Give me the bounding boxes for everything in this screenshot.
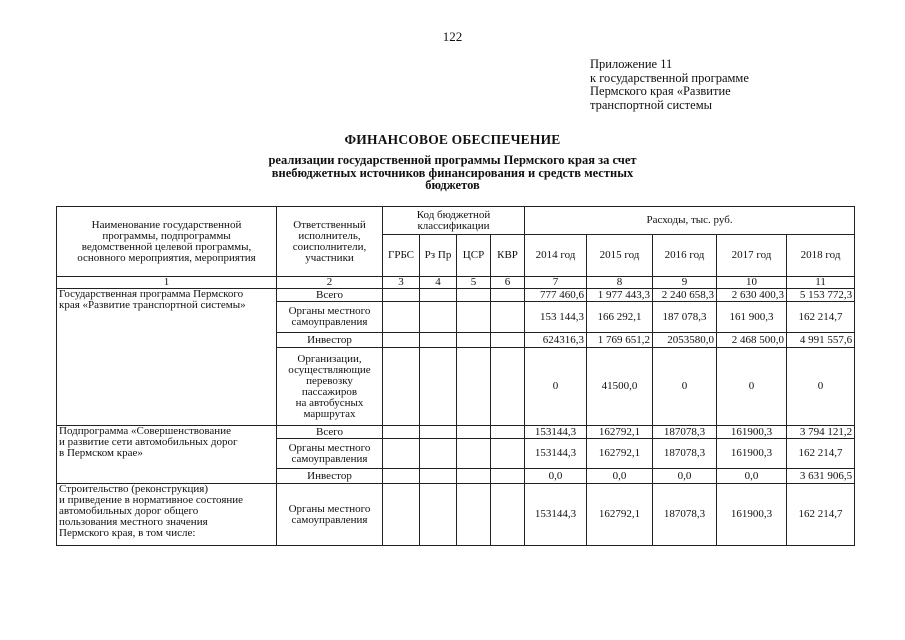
subtitle-line: внебюджетных источников финансирования и средств местных: [271, 165, 634, 180]
kvr-cell: [491, 439, 525, 469]
kvr-cell: [491, 469, 525, 484]
header-resp-line: исполнитель,: [298, 229, 361, 242]
value-2014: 624316,3: [525, 333, 587, 348]
page-number: 122: [442, 29, 463, 44]
value-2014: 153 144,3: [525, 302, 587, 333]
activity-name-line: автомобильных дорог общего: [59, 505, 199, 517]
grbs-cell: [383, 289, 420, 302]
header-responsible-cell: [277, 207, 383, 277]
kvr-cell: [491, 302, 525, 333]
header-csr: ЦСР: [457, 235, 491, 277]
responsible-cell: Инвестор: [277, 333, 383, 348]
header-name-cell: [57, 207, 277, 277]
grbs-cell: [383, 333, 420, 348]
header-kvr: КВР: [491, 235, 525, 277]
kvr-cell: [491, 348, 525, 426]
responsible-line: самоуправления: [291, 513, 368, 526]
csr-cell: [457, 469, 491, 484]
header-grbs: ГРБС: [383, 235, 420, 277]
header-year: 2016 год: [653, 235, 717, 277]
header-expenses-cell: Расходы, тыс. руб.: [525, 207, 855, 235]
appendix-line: транспортной системы: [590, 97, 712, 112]
responsible-line: самоуправления: [291, 316, 368, 328]
header-resp-line: Ответственный: [293, 218, 366, 231]
header-year: 2014 год: [525, 235, 587, 277]
csr-cell: [457, 439, 491, 469]
value-2016: 187078,3: [653, 484, 717, 546]
value-2018: 0: [787, 348, 855, 426]
grbs-cell: [383, 439, 420, 469]
grbs-cell: [383, 348, 420, 426]
responsible-cell: [277, 484, 383, 546]
document-title: ФИНАНСОВОЕ ОБЕСПЕЧЕНИЕ: [344, 132, 561, 147]
header-year: 2018 год: [787, 235, 855, 277]
csr-cell: [457, 302, 491, 333]
header-resp-line: участники: [305, 251, 354, 264]
value-2014: 153144,3: [525, 439, 587, 469]
column-number: 7: [525, 277, 587, 289]
appendix-line: к государственной программе: [590, 70, 749, 85]
column-number: 10: [717, 277, 787, 289]
activity-name-line: пользования местного значения: [59, 516, 208, 528]
value-2015: 1 769 651,2: [587, 333, 653, 348]
activity-name-line: и приведение в нормативное состояние: [59, 494, 244, 506]
value-2015: 0,0: [587, 469, 653, 484]
subtitle-line: бюджетов: [425, 178, 480, 192]
value-2014: 0,0: [525, 469, 587, 484]
responsible-line: осуществляющие: [288, 363, 371, 376]
kvr-cell: [491, 426, 525, 439]
responsible-cell: Инвестор: [277, 469, 383, 484]
value-2016: 187078,3: [653, 426, 717, 439]
table-row: [57, 484, 855, 546]
value-2018: 5 153 772,3: [787, 289, 855, 302]
value-2015: 166 292,1: [587, 302, 653, 333]
header-budget-code-cell: [383, 207, 525, 235]
rzpr-cell: [420, 439, 457, 469]
header-year: 2015 год: [587, 235, 653, 277]
rzpr-cell: [420, 302, 457, 333]
responsible-cell: [277, 302, 383, 333]
table-row: [57, 289, 855, 302]
responsible-line: Органы местного: [288, 441, 371, 454]
value-2017: 0: [717, 348, 787, 426]
header-budget-code-line: классификации: [417, 219, 490, 232]
value-2017: 161900,3: [717, 484, 787, 546]
rzpr-cell: [420, 348, 457, 426]
value-2016: 0,0: [653, 469, 717, 484]
column-number: 6: [491, 277, 525, 289]
column-number: 3: [383, 277, 420, 289]
activity-name-line: Строительство (реконструкция): [59, 483, 209, 495]
column-number: 9: [653, 277, 717, 289]
value-2014: 153144,3: [525, 484, 587, 546]
table-row: [57, 426, 855, 439]
appendix-line: Пермского края «Развитие: [590, 84, 731, 98]
value-2017: 161 900,3: [717, 302, 787, 333]
responsible-cell: Всего: [277, 426, 383, 439]
rzpr-cell: [420, 484, 457, 546]
activity-name-line: Пермского края, в том числе:: [59, 527, 196, 539]
column-number: 11: [787, 277, 855, 289]
value-2014: 777 460,6: [525, 289, 587, 302]
value-2017: 2 630 400,3: [717, 289, 787, 302]
header-name-line: основного мероприятия, мероприятия: [77, 251, 256, 264]
value-2018: 3 631 906,5: [787, 469, 855, 484]
header-resp-line: соисполнители,: [292, 240, 367, 253]
kvr-cell: [491, 289, 525, 302]
header-budget-code-line: Код бюджетной: [416, 208, 491, 221]
value-2018: 162 214,7: [787, 484, 855, 546]
responsible-line: Органы местного: [288, 502, 371, 515]
value-2015: 162792,1: [587, 426, 653, 439]
subprogram-name-cell: [57, 426, 277, 484]
grbs-cell: [383, 484, 420, 546]
subprogram-name-line: Подпрограмма «Совершенствование: [59, 425, 231, 437]
rzpr-cell: [420, 426, 457, 439]
value-2017: 2 468 500,0: [717, 333, 787, 348]
value-2018: 162 214,7: [787, 302, 855, 333]
header-name-line: ведомственной целевой программы,: [81, 240, 252, 253]
value-2014: 153144,3: [525, 426, 587, 439]
responsible-line: маршрутах: [303, 407, 356, 420]
value-2016: 0: [653, 348, 717, 426]
value-2018: 162 214,7: [787, 439, 855, 469]
subtitle-line: реализации государственной программы Пермского края за счет: [268, 153, 637, 167]
responsible-line: Организации,: [297, 352, 362, 365]
activity-name-cell: [57, 484, 277, 546]
value-2017: 0,0: [717, 469, 787, 484]
responsible-line: на автобусных: [295, 396, 364, 409]
grbs-cell: [383, 426, 420, 439]
csr-cell: [457, 289, 491, 302]
kvr-cell: [491, 333, 525, 348]
value-2017: 161900,3: [717, 426, 787, 439]
csr-cell: [457, 348, 491, 426]
value-2017: 161900,3: [717, 439, 787, 469]
responsible-cell: [277, 439, 383, 469]
value-2014: 0: [525, 348, 587, 426]
rzpr-cell: [420, 333, 457, 348]
responsible-cell: Всего: [277, 289, 383, 302]
responsible-line: пассажиров: [301, 385, 358, 398]
csr-cell: [457, 426, 491, 439]
grbs-cell: [383, 302, 420, 333]
responsible-line: перевозку: [306, 374, 353, 387]
subprogram-name-line: в Пермском крае»: [59, 447, 143, 459]
value-2018: 3 794 121,2: [787, 426, 855, 439]
appendix-line: Приложение 11: [590, 57, 673, 71]
rzpr-cell: [420, 469, 457, 484]
rzpr-cell: [420, 289, 457, 302]
responsible-line: самоуправления: [291, 452, 368, 465]
column-number: 4: [420, 277, 457, 289]
column-number: 5: [457, 277, 491, 289]
column-number: 1: [57, 277, 277, 289]
grbs-cell: [383, 469, 420, 484]
header-rzpr: Рз Пр: [420, 235, 457, 277]
header-year: 2017 год: [717, 235, 787, 277]
value-2015: 162792,1: [587, 484, 653, 546]
value-2015: 1 977 443,3: [587, 289, 653, 302]
program-name-line: края «Развитие транспортной системы»: [59, 299, 246, 311]
responsible-cell: [277, 348, 383, 426]
value-2016: 2 240 658,3: [653, 289, 717, 302]
value-2016: 187 078,3: [653, 302, 717, 333]
header-name-line: программы, подпрограммы: [102, 229, 231, 242]
value-2018: 4 991 557,6: [787, 333, 855, 348]
value-2016: 2053580,0: [653, 333, 717, 348]
csr-cell: [457, 484, 491, 546]
header-name-line: Наименование государственной: [91, 218, 242, 231]
value-2015: 162792,1: [587, 439, 653, 469]
value-2015: 41500,0: [587, 348, 653, 426]
financing-table: [56, 206, 855, 546]
program-name-cell: [57, 289, 277, 426]
subprogram-name-line: и развитие сети автомобильных дорог: [59, 436, 238, 448]
responsible-line: Органы местного: [288, 305, 371, 317]
csr-cell: [457, 333, 491, 348]
appendix-note: [590, 58, 890, 112]
document-subtitle: [0, 154, 905, 192]
value-2016: 187078,3: [653, 439, 717, 469]
column-number: 8: [587, 277, 653, 289]
kvr-cell: [491, 484, 525, 546]
column-number: 2: [277, 277, 383, 289]
program-name-line: Государственная программа Пермского: [59, 288, 244, 300]
